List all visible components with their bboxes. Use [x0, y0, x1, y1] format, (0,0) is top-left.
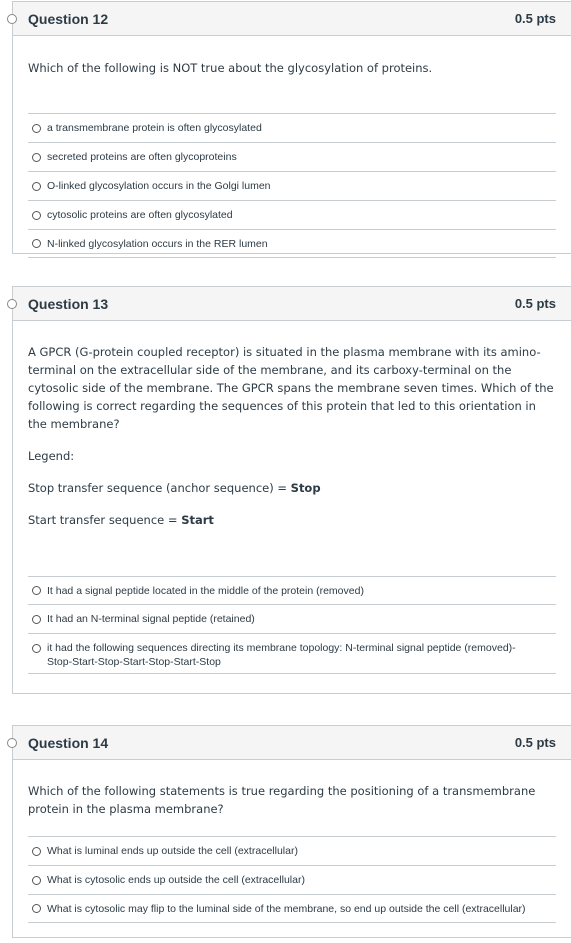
- question-12-card: [12, 1, 571, 254]
- question-title: Question 12: [28, 10, 109, 27]
- answer-list: [28, 113, 556, 258]
- radio-button[interactable]: [32, 876, 41, 885]
- answer-label: It had an N-terminal signal peptide (retained): [47, 613, 255, 625]
- answer-label: a transmembrane protein is often glycosylated: [47, 122, 262, 134]
- start-definition-term: Start: [181, 513, 214, 527]
- answer-label: It had a signal peptide located in the middle of the protein (removed): [47, 584, 364, 597]
- radio-button[interactable]: [32, 904, 41, 913]
- question-header: [13, 287, 571, 321]
- question-marker-icon[interactable]: [7, 738, 17, 748]
- radio-button[interactable]: [32, 586, 41, 595]
- question-prompt: [13, 321, 571, 529]
- answer-label: N-linked glycosylation occurs in the RER lumen: [47, 237, 268, 250]
- answer-option[interactable]: [28, 171, 556, 200]
- answer-label: What is cytosolic ends up outside the cell (extracellular): [47, 874, 305, 886]
- answer-option[interactable]: [28, 576, 556, 604]
- radio-button[interactable]: [32, 644, 41, 653]
- answer-label: it had the following sequences directing its membrane topology: N-terminal signal peptide (removed)-Stop-Start-Stop-Start-Stop-Start-Stop: [47, 642, 516, 668]
- stop-definition: [28, 479, 556, 497]
- answer-option[interactable]: [28, 113, 556, 142]
- answer-option[interactable]: [28, 894, 556, 923]
- question-title: Question 14: [28, 734, 109, 751]
- question-header: [13, 2, 571, 36]
- question-13-card: [12, 286, 571, 694]
- start-definition: [28, 511, 556, 529]
- answer-option[interactable]: [28, 604, 556, 633]
- answer-option[interactable]: [28, 865, 556, 894]
- answer-option[interactable]: [28, 200, 556, 229]
- question-text: A GPCR (G-protein coupled receptor) is situated in the plasma membrane with its amino-terminal on the extracellular side of the membrane, and its carboxy-terminal on the cytosolic side of the membrane. The GPCR spans the membrane seven times. Which of the following is correct regarding the sequences of this protein that led to this orientation in the membrane?: [28, 345, 554, 431]
- radio-button[interactable]: [32, 124, 41, 133]
- radio-button[interactable]: [32, 239, 41, 248]
- radio-button[interactable]: [32, 615, 41, 624]
- answer-label: O-linked glycosylation occurs in the Golgi lumen: [47, 180, 271, 192]
- radio-button[interactable]: [32, 211, 41, 220]
- answer-label: cytosolic proteins are often glycosylated: [47, 209, 233, 221]
- answer-label: What is cytosolic may flip to the luminal side of the membrane, so end up outside the cell (extracellular): [47, 902, 526, 915]
- radio-button[interactable]: [32, 847, 41, 856]
- answer-option[interactable]: [28, 633, 556, 674]
- question-points: 0.5 pts: [514, 11, 556, 26]
- question-header: [13, 726, 571, 760]
- question-14-card: [12, 725, 571, 938]
- stop-definition-term: Stop: [290, 481, 321, 495]
- radio-button[interactable]: [32, 153, 41, 162]
- answer-list: [28, 576, 556, 674]
- stop-definition-text: Stop transfer sequence (anchor sequence) =: [28, 481, 291, 495]
- answer-option[interactable]: [28, 229, 556, 258]
- question-text: Which of the following is NOT true about the glycosylation of proteins.: [28, 61, 433, 75]
- question-marker-icon[interactable]: [7, 299, 17, 309]
- answer-label: secreted proteins are often glycoproteins: [47, 151, 237, 163]
- legend-label: Legend:: [28, 449, 75, 463]
- answer-option[interactable]: [28, 836, 556, 865]
- question-title: Question 13: [28, 295, 109, 312]
- question-points: 0.5 pts: [514, 296, 556, 311]
- question-prompt: [13, 36, 571, 101]
- answer-list: [28, 836, 556, 923]
- question-prompt: [13, 760, 571, 818]
- start-definition-text: Start transfer sequence =: [28, 513, 182, 527]
- question-marker-icon[interactable]: [7, 14, 17, 24]
- answer-option[interactable]: [28, 142, 556, 171]
- radio-button[interactable]: [32, 182, 41, 191]
- question-text: Which of the following statements is true regarding the positioning of a transmembrane protein in the plasma membrane?: [28, 784, 536, 816]
- question-points: 0.5 pts: [514, 735, 556, 750]
- answer-label: What is luminal ends up outside the cell (extracellular): [47, 845, 298, 857]
